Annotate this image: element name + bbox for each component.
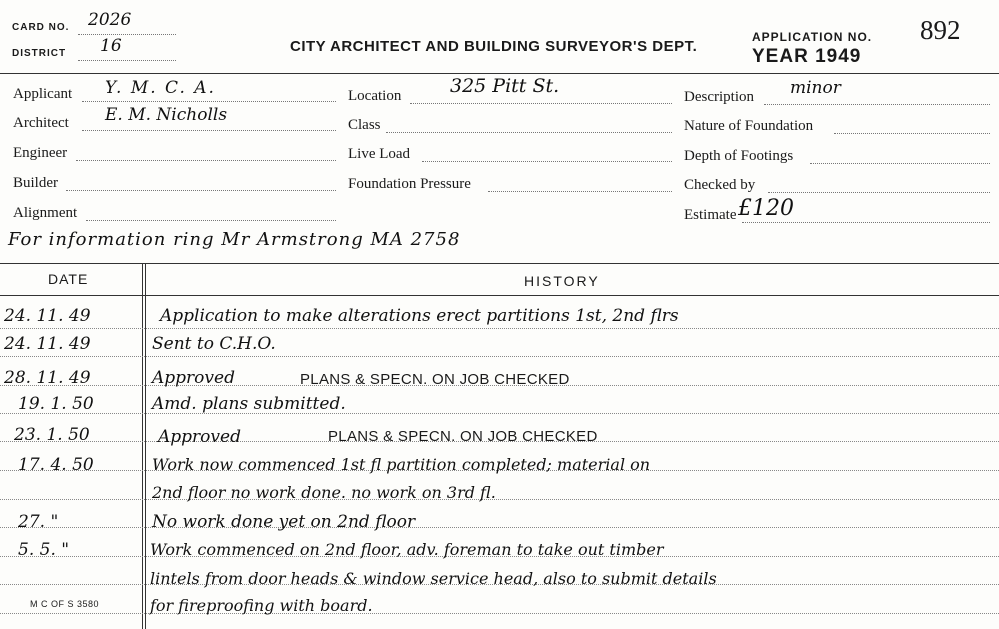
class-label: Class (348, 117, 381, 133)
alignment-label: Alignment (13, 205, 78, 221)
table-row-history: lintels from door heads & window service head, also to submit details (150, 569, 717, 588)
year-label: YEAR 1949 (752, 46, 862, 67)
table-row-history: Approved (158, 427, 241, 447)
live-load-label: Live Load (348, 146, 411, 162)
description-value: minor (790, 78, 841, 98)
plans-checked-stamp: PLANS & SPECN. ON JOB CHECKED (300, 371, 570, 388)
table-row-history: Work commenced on 2nd floor, adv. foreman to take out timber (150, 540, 664, 559)
information-note: For information ring Mr Armstrong MA 2758 (8, 229, 461, 250)
table-row-date: 28. 11. 49 (4, 368, 91, 388)
district-label: DISTRICT (12, 48, 67, 59)
foundation-pressure-label: Foundation Pressure (348, 176, 471, 192)
history-column-header: HISTORY (524, 273, 600, 289)
application-no-value: 892 (920, 15, 961, 45)
date-column-header: DATE (48, 271, 89, 287)
description-label: Description (684, 89, 754, 105)
district-value: 16 (100, 36, 122, 56)
architect-label: Architect (13, 115, 69, 131)
location-label: Location (348, 88, 402, 104)
table-row-history: Amd. plans submitted. (152, 394, 346, 414)
table-row-history: No work done yet on 2nd floor (152, 512, 416, 532)
table-row-history: for fireproofing with board. (150, 596, 373, 615)
form-code: M C OF S 3580 (30, 599, 100, 609)
estimate-value: £120 (738, 196, 794, 221)
table-row-date: 24. 11. 49 (4, 334, 91, 354)
estimate-label: Estimate (684, 207, 737, 223)
nature-of-foundation-label: Nature of Foundation (684, 118, 814, 134)
checked-by-label: Checked by (684, 177, 756, 193)
table-row-date: 23. 1. 50 (14, 425, 90, 445)
location-value: 325 Pitt St. (450, 75, 560, 97)
table-row-history: 2nd floor no work done. no work on 3rd fl. (152, 483, 496, 502)
application-no-label: APPLICATION NO. (752, 30, 873, 44)
table-row-date: 19. 1. 50 (18, 394, 94, 414)
table-row-history: Work now commenced 1st fl partition completed; material on (152, 455, 651, 474)
table-row-date: 5. 5. " (18, 540, 70, 560)
engineer-label: Engineer (13, 145, 68, 161)
applicant-label: Applicant (13, 86, 73, 102)
card-no-label: CARD NO. (12, 22, 70, 33)
dept-title: CITY ARCHITECT AND BUILDING SURVEYOR'S DEPT. (290, 38, 698, 55)
table-row-history: Application to make alterations erect partitions 1st, 2nd flrs (160, 306, 679, 326)
table-row-history: Sent to C.H.O. (152, 334, 276, 354)
applicant-value: Y. M. C. A. (105, 78, 216, 98)
table-row-date: 24. 11. 49 (4, 306, 91, 326)
builder-label: Builder (13, 175, 58, 191)
table-row-date: 17. 4. 50 (18, 455, 94, 475)
table-row-history: Approved (152, 368, 235, 388)
depth-of-footings-label: Depth of Footings (684, 148, 794, 164)
architect-value: E. M. Nicholls (105, 105, 228, 125)
table-row-date: 27. " (18, 512, 59, 532)
card-no-value: 2026 (88, 10, 132, 30)
plans-checked-stamp: PLANS & SPECN. ON JOB CHECKED (328, 428, 598, 445)
